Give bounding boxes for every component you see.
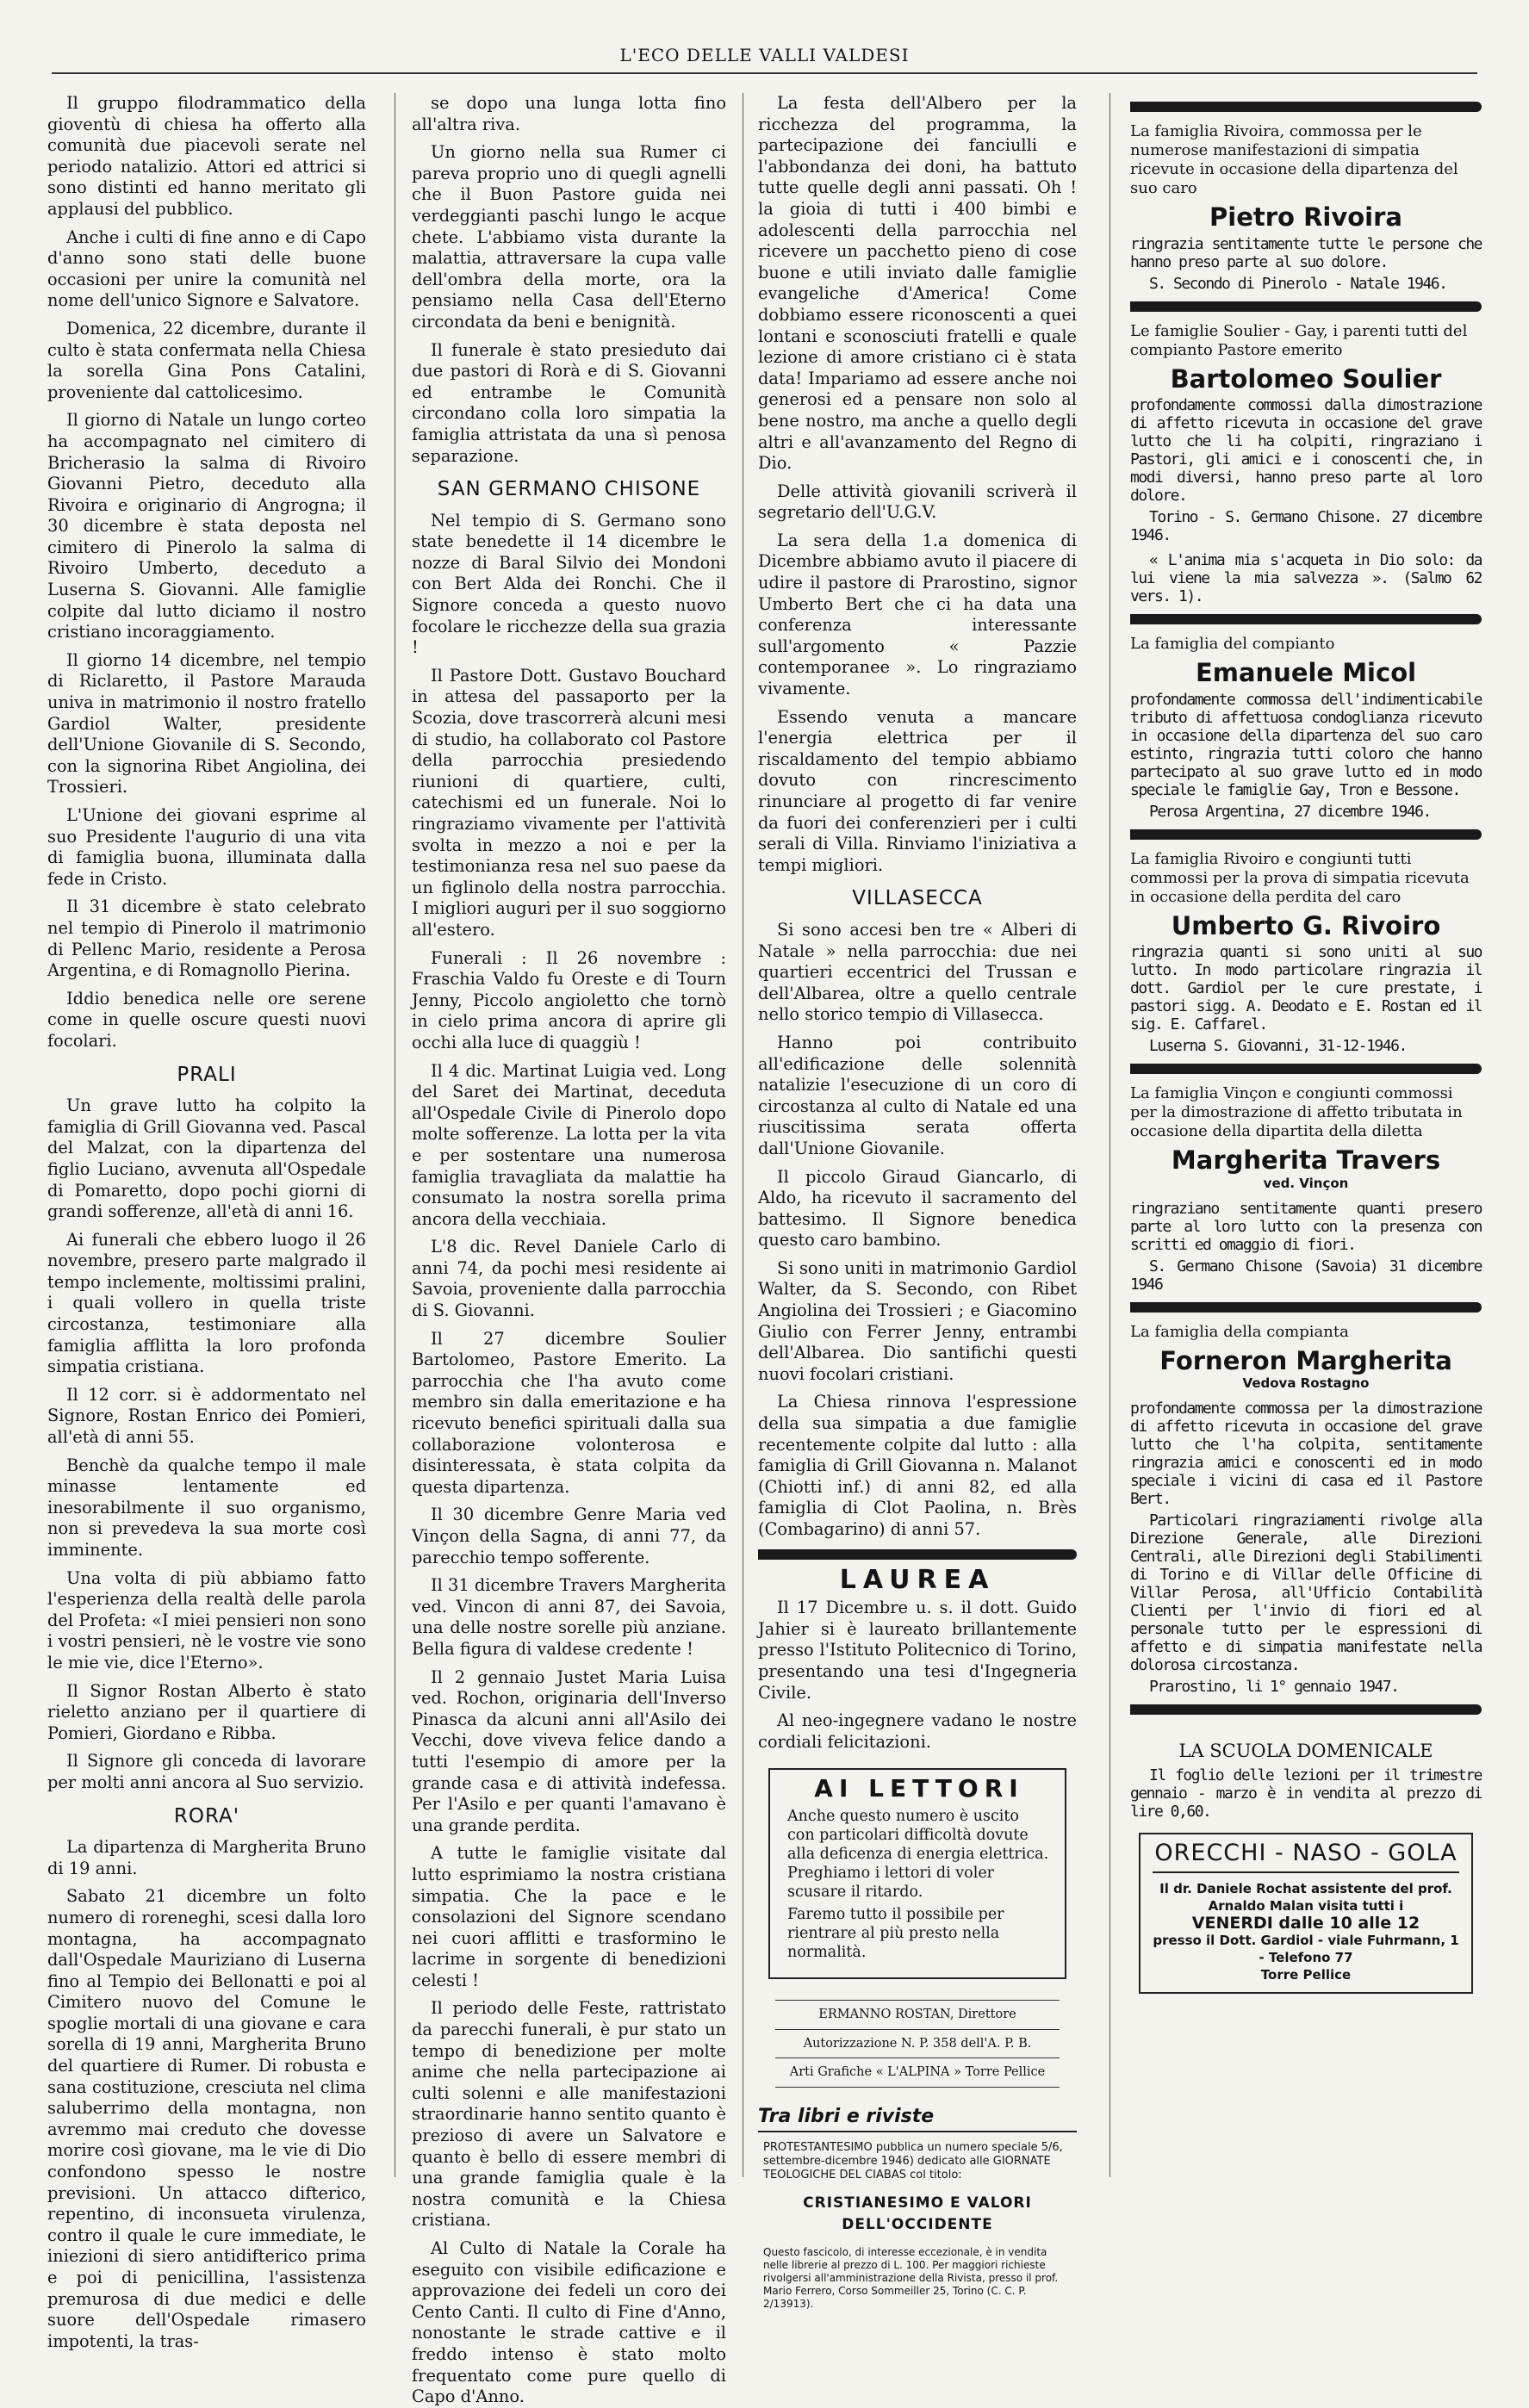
- paragraph: Al neo-ingegnere vadano le nostre cordiali felicitazioni.: [758, 1710, 1077, 1752]
- paragraph: Sabato 21 dicembre un folto numero di roreneghi, scesi dalla loro montagna, ha accompagnato dall'Ospedale Mauriziano di Luserna fino al Tempio dei Bellonatti e poi al Cimitero nuovo del Comune le spoglie mortali di una giovane e cara sorella di 19 anni, Margherita Bruno del quartiere di Rumer. Di robusta e sana costituzione, cresciuta nel clima saluberrimo della montagna, non avremmo mai creduto che dovesse morire così giovane, ma le vie di Dio confondono spesso le nostre previsioni. Un attacco difterico, repentino, di inconsueta virulenza, contro il quale le cure immediate, le iniezioni di siero antidifterico prima e poi di penicillina, l'assistenza premurosa di due medici e delle suore dell'Ospedale rimasero impotenti, la tras-: [47, 1886, 366, 2351]
- review-text: PROTESTANTESIMO pubblica un numero speciale 5/6, settembre-dicembre 1946) dedicato alle GIORNATE TEOLOGICHE DEL CIABAS col titolo:: [763, 2141, 1063, 2182]
- paragraph: Il 30 dicembre Genre Maria ved Vinçon della Sagna, di anni 77, da parecchio tempo sofferente.: [412, 1505, 726, 1567]
- paragraph: Hanno poi contribuito all'edificazione delle solennità natalizie l'esecuzione di un coro di circostanza al culto di Natale ed una riuscitissima serata offerta dall'Unione Giovanile.: [758, 1032, 1077, 1158]
- divider-bar: [1130, 1302, 1482, 1313]
- section-title-rora: RORA': [173, 1804, 240, 1828]
- imprint-authorization: Autorizzazione N. P. 358 dell'A. P. B.: [775, 2029, 1060, 2058]
- notice-signature: Luserna S. Giovanni, 31-12-1946.: [1149, 1037, 1407, 1056]
- notice-name: Pietro Rivoira: [1209, 202, 1402, 232]
- column-1: [47, 93, 366, 2351]
- paragraph: A tutte le famiglie visitate dal lutto esprimiamo la nostra cristiana simpatia. Che la pace e le consolazioni del Signore scendano nei cuori afflitti e trasformino le lacrime in sorgente di benedizioni celesti !: [412, 1843, 726, 1990]
- notice-intro: La famiglia Vinçon e congiunti commossi per la dimostrazione di affetto tributata in occasione della dipartita della diletta: [1130, 1084, 1463, 1141]
- notice-name: Margherita Travers: [1171, 1145, 1441, 1176]
- notice-body: ringraziano sentitamente quanti presero parte al loro lutto con la presenza con scritti ed omaggio di fiori.: [1130, 1199, 1482, 1254]
- paragraph: Il piccolo Giraud Giancarlo, di Aldo, ha ricevuto il sacramento del battesimo. Il Signore benedica questo caro bambino.: [758, 1166, 1077, 1251]
- paragraph: La dipartenza di Margherita Bruno di 19 anni.: [47, 1837, 366, 1878]
- notice-name: Forneron Margherita: [1159, 1345, 1452, 1375]
- notice-name: Emanuele Micol: [1195, 658, 1417, 688]
- notice-quote: « L'anima mia s'acqueta in Dio solo: da lui viene la mia salvezza ». (Salmo 62 vers. 1).: [1130, 551, 1482, 606]
- paragraph: Il funerale è stato presieduto dai due pastori di Rorà e di S. Giovanni ed entrambe le Comunità circondano colla loro simpatia la famiglia attristata da una sì penosa separazione.: [412, 339, 726, 466]
- paragraph: Il gruppo filodrammatico della gioventù di chiesa ha offerto alla comunità due piacevoli serate nel periodo natalizio. Attori ed attrici si sono distinti ed hanno meritato gli applausi del pubblico.: [47, 93, 366, 219]
- divider-bar: [1130, 1704, 1482, 1715]
- notice-text: Faremo tutto il possibile per rientrare al più presto nella normalità.: [787, 1905, 1004, 1961]
- paragraph: La sera della 1.a domenica di Dicembre abbiamo avuto il piacere di udire il pastore di Prarostino, signor Umberto Bert che ci ha data una conferenza interessante sull'argomento « Pazzie contemporanee ». Lo ringraziamo vivamente.: [758, 530, 1077, 699]
- paragraph: Il giorno 14 dicembre, nel tempio di Riclaretto, il Pastore Marauda univa in matrimonio il nostro fratello Gardiol Walter, presidente dell'Unione Giovanile di S. Secondo, con la signorina Ribet Angiolina, dei Trossieri.: [47, 649, 366, 797]
- ad-title: ORECCHI - NASO - GOLA: [1153, 1843, 1459, 1873]
- ad-text: Il dr. Daniele Rochat assistente del prof. Arnaldo Malan visita tutti i: [1159, 1880, 1452, 1914]
- paragraph: La Chiesa rinnova l'espressione della sua simpatia a due famiglie recentemente colpite dal lutto : alla famiglia di Grill Giovanna n. Malanot (Chiotti inf.) di anni 82, ed alla famiglia di Clot Paolina, n. Brès (Combagarino) di anni 57.: [758, 1392, 1077, 1539]
- notice-intro: La famiglia Rivoira, commossa per le numerose manifestazioni di simpatia ricevute in occasione della dipartenza del suo caro: [1130, 122, 1458, 197]
- paragraph: Iddio benedica nelle ore serene come in quelle oscure questi nuovi focolari.: [47, 988, 366, 1051]
- notice-body: ringrazia quanti si sono uniti al suo lutto. In modo particolare ringrazia il dott. Gardiol per le cure prestate, i pastori sigg. A. Deodato e E. Rostan ed il sig. E. Caffarel.: [1130, 943, 1482, 1034]
- paragraph: Il foglio delle lezioni per il trimestre gennaio - marzo è in vendita al prezzo di lire 0,60.: [1130, 1766, 1482, 1822]
- imprint-printer: Arti Grafiche « L'ALPINA » Torre Pellice: [775, 2057, 1060, 2088]
- notice-intro: Le famiglie Soulier - Gay, i parenti tutti del compianto Pastore emerito: [1130, 321, 1468, 359]
- paragraph: Il 17 Dicembre u. s. il dott. Guido Jahier si è laureato brillantemente presso l'Istituto Politecnico di Torino, presentando una tesi d'Ingegneria Civile.: [758, 1598, 1077, 1703]
- notice-signature: Perosa Argentina, 27 dicembre 1946.: [1149, 802, 1431, 821]
- paragraph: Al Culto di Natale la Corale ha eseguito con visibile edificazione e approvazione dei fedeli un coro dei Cento Canti. Il culto di Fine d'Anno, nonostante le strade cattive e il freddo intenso è stato molto frequentato come pure quello di Capo d'Anno.: [412, 2238, 726, 2407]
- notice-subname: ved. Vinçon: [1263, 1175, 1349, 1191]
- paragraph: Il 4 dic. Martinat Luigia ved. Long del Saret dei Martinat, deceduta all'Ospedale Civile di Pinerolo dopo molte sofferenze. La lotta per la vita e per sostentare una numerosa famiglia travagliata da malattie ha consumato la nostra sorella prima ancora della vecchiaia.: [412, 1060, 726, 1229]
- imprint: [775, 2000, 1060, 2088]
- divider-bar: [1130, 301, 1482, 312]
- ad-hours: VENERDI dalle 10 alle 12: [1191, 1913, 1420, 1933]
- divider-bar: [758, 1549, 1077, 1560]
- section-title-villasecca: VILLASECCA: [852, 887, 983, 910]
- ad-city: Torre Pellice: [1260, 1966, 1352, 1983]
- section-title-laurea: LAUREA: [839, 1564, 996, 1595]
- paragraph: Domenica, 22 dicembre, durante il culto è stata confermata nella Chiesa la sorella Gina Pons Catalini, proveniente dal cattolicesimo.: [47, 318, 366, 402]
- paragraph: Il 31 dicembre Travers Margherita ved. Vincon di anni 87, dei Savoia, una delle nostre sorelle più anziane. Bella figura di valdese credente !: [412, 1575, 726, 1659]
- paragraph: Il 27 dicembre Soulier Bartolomeo, Pastore Emerito. La parrocchia che l'ha avuto come membro sin dalla emeritazione e ha ricevuto benefici spirituali dalla sua collaborazione volonterosa e disinteressata, è stata colpita da questa dipartenza.: [412, 1328, 726, 1497]
- paragraph: Si sono uniti in matrimonio Gardiol Walter, da S. Secondo, con Ribet Angiolina dei Trossieri ; e Giacomino Giulio con Ferrer Jenny, entrambi dell'Albarea. Dio santifichi questi nuovi focolari cristiani.: [758, 1257, 1077, 1384]
- ad-box-orl: [1139, 1833, 1473, 1994]
- notice-signature: S. Secondo di Pinerolo - Natale 1946.: [1149, 274, 1447, 293]
- notice-signature: Prarostino, li 1° gennaio 1947.: [1149, 1677, 1399, 1696]
- paragraph: Il 31 dicembre è stato celebrato nel tempio di Pinerolo il matrimonio di Pellenc Mario, residente a Perosa Argentina, e di Romagnollo Pierina.: [47, 897, 366, 981]
- paragraph: L'8 dic. Revel Daniele Carlo di anni 74, da pochi mesi residente ai Savoia, proveniente dalla parrocchia di S. Giovanni.: [412, 1237, 726, 1321]
- paragraph: Il Pastore Dott. Gustavo Bouchard in attesa del passaporto per la Scozia, dove trascorrerà alcuni mesi di studio, ha collaborato col Pastore della parrocchia presiedendo riunioni di quartiere, culti, catechismi ed un funerale. Noi lo ringraziamo vivamente per l'attività svolta in mezzo a noi e per la testimonianza resa nel suo paese da un figlinolo della nostra parrocchia. I migliori auguri per il suo soggiorno all'estero.: [412, 665, 726, 940]
- notice-intro: La famiglia Rivoiro e congiunti tutti commossi per la prova di simpatia ricevuta in occasione della perdita del caro: [1130, 849, 1470, 906]
- paragraph: L'Unione dei giovani esprime al suo Presidente l'augurio di una vita di famiglia buona, illuminata dalla fede in Cristo.: [47, 805, 366, 889]
- notice-name: Umberto G. Rivoiro: [1171, 910, 1441, 940]
- section-title-libri-riviste: Tra libri e riviste: [758, 2107, 1077, 2133]
- divider-bar: [1130, 829, 1482, 840]
- paragraph: Una volta di più abbiamo fatto l'esperienza della realtà delle parola del Profeta: «I miei pensieri non sono i vostri pensieri, nè le vostre vie sono le mie vie, dice l'Eterno».: [47, 1567, 366, 1673]
- paragraph: Il periodo delle Feste, rattristato da parecchi funerali, è pur stato un tempo di benedizione per molte anime che nella partecipazione ai culti solenni e alle manifestazioni straordinarie hanno sentito quanto è prezioso di avere un Salvatore e quanto è bello di essere membri di una grande famiglia quale è la nostra comunità e la Chiesa cristiana.: [412, 1998, 726, 2231]
- ad-address: presso il Dott. Gardiol - viale Fuhrmann, 1 - Telefono 77: [1153, 1932, 1459, 1965]
- paragraph: Il giorno di Natale un lungo corteo ha accompagnato nel cimitero di Bricherasio la salma di Rivoiro Giovanni Pietro, deceduto alla Rivoira e originario di Angrogna; il 30 dicembre è stata deposta nel cimitero di Pinerolo la salma di Rivoiro Umberto, deceduto a Luserna S. Giovanni. Alle famiglie colpite dal lutto diciamo il nostro cristiano incoraggiamento.: [47, 410, 366, 642]
- header-rule: [52, 72, 1477, 74]
- paragraph: Funerali : Il 26 novembre : Fraschia Valdo fu Oreste e di Tourn Jenny, Piccolo angioletto che tornò in cielo prima ancora di aprire gli occhi alla luce di quaggiù !: [412, 947, 726, 1052]
- page-header: L'ECO DELLE VALLI VALDESI: [619, 45, 910, 65]
- notice-body: profondamente commossa dell'indimenticabile tributo di affettuosa condoglianza ricevuto in occasione della dipartenza del suo caro estinto, ringrazia tutti coloro che hanno partecipato al suo grave lutto ed in modo speciale le famiglie Gay, Tron e Bessone.: [1130, 690, 1482, 799]
- notice-body: ringrazia sentitamente tutte le persone che hanno preso parte al suo dolore.: [1130, 234, 1482, 271]
- imprint-director: ERMANNO ROSTAN, Direttore: [775, 2000, 1060, 2029]
- paragraph: Essendo venuta a mancare l'energia elettrica per il riscaldamento del tempio abbiamo dovuto con rincrescimento rinunciare al progetto di far venire da fuori dei conferenzieri per i culti serali di Villa. Rinviamo l'iniziativa a tempi migliori.: [758, 706, 1077, 875]
- paragraph: Benchè da qualche tempo il male minasse lentamente ed inesorabilmente il suo organismo, non si prevedeva la sua morte così imminente.: [47, 1455, 366, 1560]
- review-details: Questo fascicolo, di interesse eccezionale, è in vendita nelle librerie al prezzo di L. 100. Per maggiori richieste rivolgersi all'amministrazione della Rivista, presso il prof. Mario Ferrero, Corso Sommeiller 25, Torino (C. C. P. 2/13913).: [763, 2245, 1059, 2310]
- notice-name: Bartolomeo Soulier: [1170, 363, 1442, 394]
- section-title-scuola-domenicale: LA SCUOLA DOMENICALE: [1178, 1740, 1433, 1761]
- divider-bar: [1130, 102, 1482, 112]
- paragraph: se dopo una lunga lotta fino all'altra riva.: [412, 93, 726, 134]
- divider-bar: [1130, 1064, 1482, 1074]
- section-title-san-germano: SAN GERMANO CHISONE: [437, 478, 701, 501]
- paragraph: Si sono accesi ben tre « Alberi di Natale » nella parrocchia: due nei quartieri eccentrici del Trussan e dell'Albarea, oltre a quello centrale nello storico tempio di Villasecca.: [758, 919, 1077, 1025]
- paragraph: Il 12 corr. si è addormentato nel Signore, Rostan Enrico dei Pomieri, all'età di anni 55.: [47, 1384, 366, 1448]
- notice-signature: Torino - S. Germano Chisone. 27 dicembre 1946.: [1130, 508, 1482, 545]
- notice-subname: Vedova Rostagno: [1242, 1375, 1370, 1392]
- paragraph: Il Signor Rostan Alberto è stato rieletto anziano per il quartiere di Pomieri, Giordano e Ribba.: [47, 1680, 366, 1743]
- notice-body: profondamente commossi dalla dimostrazione di affetto ricevuta in occasione del grave lutto che li ha colpiti, ringraziano i Pastori, gli amici e i conoscenti che, in modi diversi, hanno preso parte al loro dolore.: [1130, 396, 1482, 506]
- notice-body: profondamente commossa per la dimostrazione di affetto ricevuta in occasione del grave lutto che l'ha colpita, sentitamente ringrazia amici e conoscenti ed in modo speciale i vicini di casa ed il Pastore Bert.: [1130, 1399, 1482, 1508]
- paragraph: Un grave lutto ha colpito la famiglia di Grill Giovanna ved. Pascal del Malzat, con la dipartenza del figlio Luciano, avvenuta all'Ospedale di Pomaretto, dopo pochi giorni di grandi sofferenze, all'età di anni 16.: [47, 1095, 366, 1222]
- notice-signature: S. Germano Chisone (Savoia) 31 dicembre 1946: [1130, 1257, 1482, 1294]
- review-headline: CRISTIANESIMO E VALORI DELL'OCCIDENTE: [803, 2194, 1032, 2233]
- column-divider: [1109, 93, 1110, 2177]
- paragraph: Nel tempio di S. Germano sono state benedette il 14 dicembre le nozze di Baral Silvio dei Mondoni con Bert Alda dei Ronchi. Che il Signore conceda a questo nuovo focolare le ricchezze della sua grazia !: [412, 510, 726, 658]
- paragraph: Ai funerali che ebbero luogo il 26 novembre, presero parte malgrado il tempo inclemente, moltissimi pralini, i quali vollero in quella triste circostanza, testimoniare alla famiglia afflitta la loro profonda simpatia cristiana.: [47, 1229, 366, 1377]
- notice-body: Particolari ringraziamenti rivolge alla Direzione Generale, alle Direzioni Centrali, alle Direzioni degli Stabilimenti di Torino e di Villar delle Officine di Villar Perosa, all'Ufficio Contabilità Clienti per l'invio di fiori ed al personale tutto per le espressioni di affetto e di simpatia manifestate nella dolorosa circostanza.: [1130, 1511, 1482, 1674]
- paragraph: Anche i culti di fine anno e di Capo d'anno sono stati delle buone occasioni per unire la comunità nel nome dell'unico Signore e Salvatore.: [47, 227, 366, 311]
- notice-intro: La famiglia della compianta: [1130, 1322, 1349, 1341]
- column-4-notices: [1130, 93, 1482, 2177]
- notice-box-ai-lettori: [768, 1768, 1066, 1979]
- paragraph: Il Signore gli conceda di lavorare per molti anni ancora al Suo servizio.: [47, 1751, 366, 1792]
- paragraph: Delle attività giovanili scriverà il segretario dell'U.G.V.: [758, 481, 1077, 523]
- notice-intro: La famiglia del compianto: [1130, 635, 1335, 654]
- column-2: [412, 93, 726, 2407]
- divider-bar: [1130, 614, 1482, 624]
- paragraph: Un giorno nella sua Rumer ci pareva proprio uno di quegli agnelli che il Buon Pastore guida nei verdeggianti paschi lungo le acque chete. L'abbiamo vista durante la malattia, attraversare la cupa valle dell'ombra della morte, ora la pensiamo nella Casa dell'Eterno circondata da beni e benignità.: [412, 142, 726, 332]
- notice-title: AI LETTORI: [814, 1774, 1024, 1803]
- paragraph: La festa dell'Albero per la ricchezza del programma, la partecipazione dei fanciulli e l'abbondanza dei doni, ha battuto tutte quelle degli anni passati. Oh ! la gioia di tutti i 400 bimbi e adolescenti della parrocchia nel ricevere un pacchetto pieno di cose buone e utili inviato dalle famiglie evangeliche d'America! Come dobbiamo essere riconoscenti a quei lontani e sconosciuti fratelli e quale lezione di amore cristiano ci è stata data! Impariamo ad essere anche noi generosi ed a pensare non solo al bene nostro, ma anche a quello degli altri e all'avanzamento del Regno di Dio.: [758, 93, 1077, 474]
- column-3: [758, 93, 1077, 2310]
- paragraph: Il 2 gennaio Justet Maria Luisa ved. Rochon, originaria dell'Inverso Pinasca da alcuni anni all'Asilo dei Vecchi, dove viveva felice dando a tutti l'esempio di amore per la grande casa e di attività indefessa. Per l'Asilo e per quanti l'amavano è una grande perdita.: [412, 1666, 726, 1835]
- section-title-prali: PRALI: [177, 1063, 237, 1086]
- notice-text: Anche questo numero è uscito con particolari difficoltà dovute alla deficenza di energia elettrica. Preghiamo i lettori di voler scusare il ritardo.: [787, 1807, 1049, 1901]
